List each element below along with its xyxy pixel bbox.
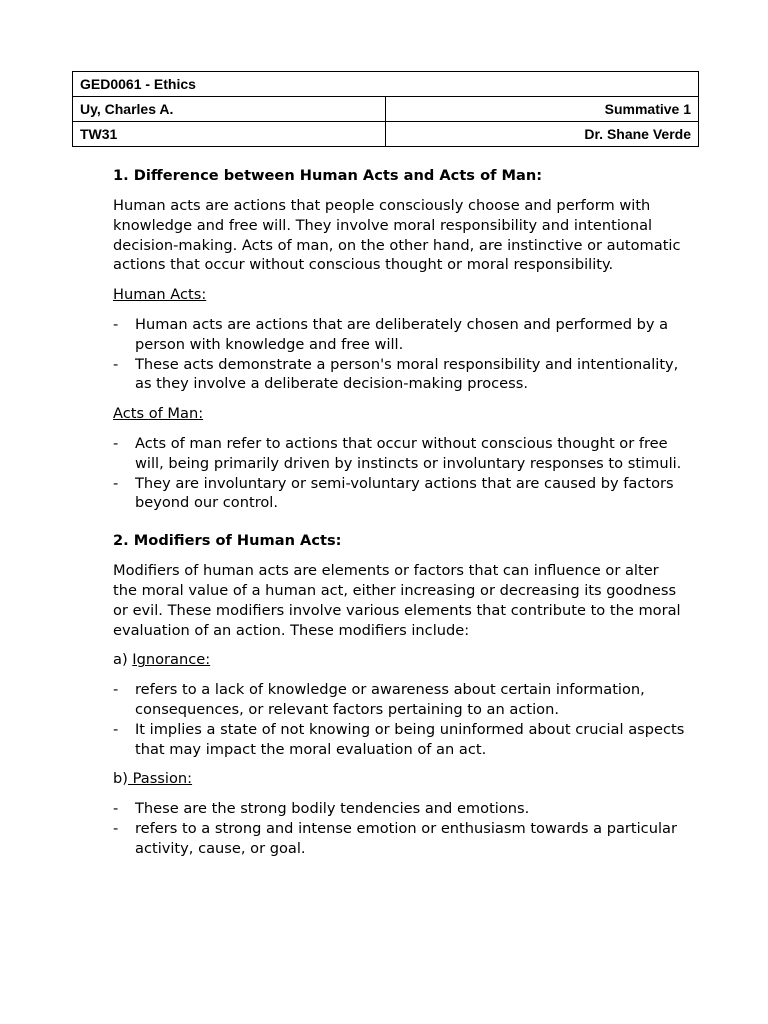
list-item-text: Acts of man refer to actions that occur without conscious thought or free will, being primarily driven by instincts or involuntary responses to stimuli. [135,434,682,472]
section-cell: TW31 [73,122,386,147]
instructor-cell: Dr. Shane Verde [386,122,699,147]
document-body [113,166,685,869]
acts-of-man-list [113,434,685,513]
header-row-course [73,72,699,97]
list-item [113,799,685,819]
list-item [113,434,685,474]
section1-heading: 1. Difference between Human Acts and Acts of Man: [113,167,543,184]
human-acts-label: Human Acts: [113,286,207,304]
passion-label: Passion: [127,770,193,788]
ignorance-label: Ignorance: [132,651,211,669]
human-acts-list [113,315,685,394]
section2-intro: Modifiers of human acts are elements or factors that can influence or alter the moral value of a human act, either increasing or decreasing its goodness or evil. These modifiers involve various elements that contribute to the moral evaluation of an action. These modifiers include: [113,562,681,639]
list-item-text: These acts demonstrate a person's moral responsibility and intentionality, as they involve a deliberate decision-making process. [135,355,679,393]
section2-heading: 2. Modifiers of Human Acts: [113,532,342,550]
bullet-dash: - [113,474,119,492]
bullet-dash: - [113,720,119,738]
list-item-text: Human acts are actions that are deliberately chosen and performed by a person with knowledge and free will. [135,315,669,353]
list-item-text: It implies a state of not knowing or being uninformed about crucial aspects that may impact the moral evaluation of an act. [135,720,685,758]
ignorance-list [113,680,685,759]
ignorance-prefix: a) [113,651,133,669]
header-row-section [73,122,699,147]
list-item [113,315,685,355]
section1-intro: Human acts are actions that people consciously choose and perform with knowledge and free will. They involve moral responsibility and intentional decision-making. Acts of man, on the other hand, are instinctive or automatic actions that occur without conscious thought or moral responsibility. [113,197,681,274]
list-item [113,474,685,514]
assessment-cell: Summative 1 [386,97,699,122]
bullet-dash: - [113,819,119,837]
course-cell: GED0061 - Ethics [73,72,699,97]
passion-prefix: b) [113,770,128,788]
bullet-dash: - [113,315,119,333]
header-table [72,71,699,147]
bullet-dash: - [113,434,119,452]
human-acts-subheading [113,285,685,305]
list-item [113,680,685,720]
list-item [113,720,685,760]
list-item [113,819,685,859]
ignorance-subheading [113,650,685,670]
bullet-dash: - [113,800,119,818]
list-item-text: refers to a strong and intense emotion or enthusiasm towards a particular activity, cause, or goal. [135,819,677,857]
student-name-cell: Uy, Charles A. [73,97,386,122]
acts-of-man-subheading [113,404,685,424]
list-item-text: refers to a lack of knowledge or awareness about certain information, consequences, or relevant factors pertaining to an action. [135,681,645,718]
header-row-student [73,97,699,122]
list-item-text: These are the strong bodily tendencies and emotions. [135,800,530,818]
acts-of-man-label: Acts of Man: [113,405,204,423]
passion-subheading [113,769,685,789]
list-item [113,355,685,395]
passion-list [113,799,685,858]
bullet-dash: - [113,355,119,373]
bullet-dash: - [113,681,119,699]
list-item-text: They are involuntary or semi-voluntary actions that are caused by factors beyond our control. [135,474,674,512]
